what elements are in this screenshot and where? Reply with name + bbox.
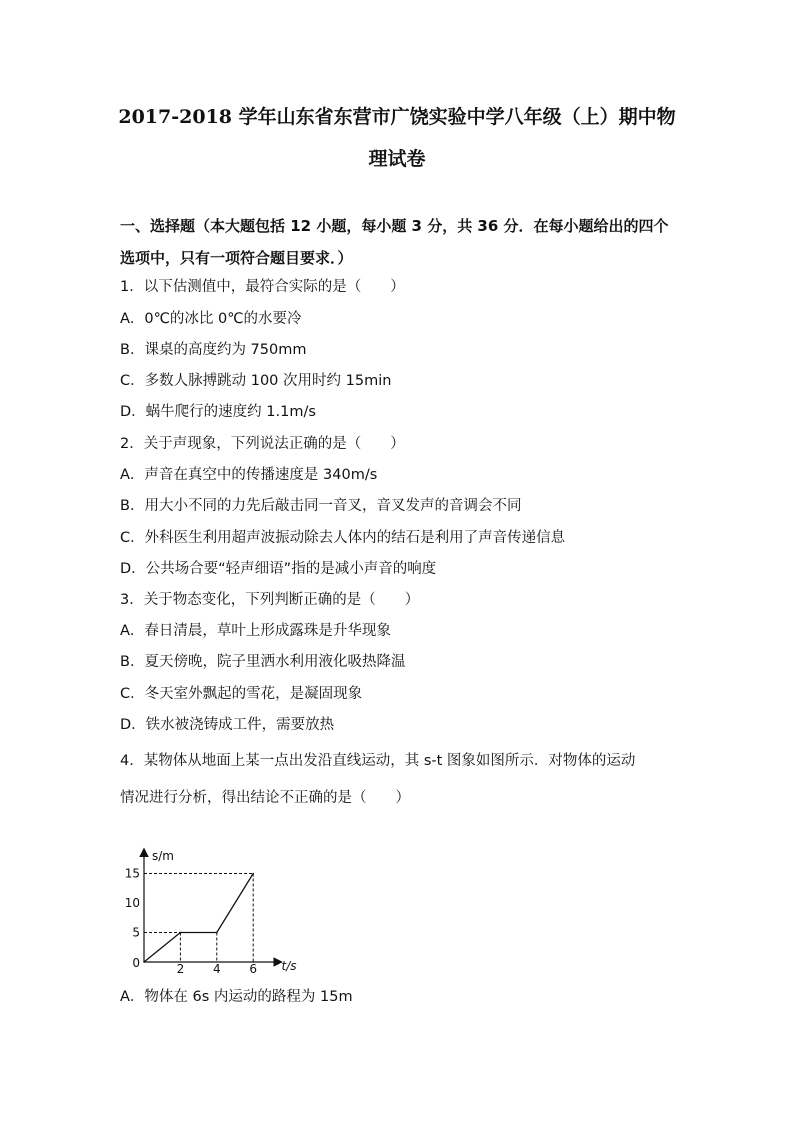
y-tick-label-0: 5 bbox=[132, 925, 140, 940]
question-2-option-b: B．用大小不同的力先后敲击同一音叉，音叉发声的音调会不同 bbox=[120, 498, 522, 514]
page-title-line-2: 理试卷 bbox=[368, 148, 426, 170]
question-4-stem-line-2: 情况进行分析，得出结论不正确的是（ ） bbox=[120, 790, 410, 806]
question-1-option-a: A．0℃的冰比 0℃的水要冷 bbox=[120, 311, 302, 327]
question-3-stem: 3．关于物态变化，下列判断正确的是（ ） bbox=[120, 592, 420, 608]
question-2-option-c: C．外科医生利用超声波振动除去人体内的结石是利用了声音传递信息 bbox=[120, 530, 566, 546]
x-tick-label-2: 6 bbox=[249, 962, 258, 976]
question-4-option-a: A．物体在 6s 内运动的路程为 15m bbox=[120, 989, 353, 1005]
data-point-0-2 bbox=[216, 932, 218, 934]
question-4-stem-line-1: 4．某物体从地面上某一点出发沿直线运动，其 s-t 图象如图所示．对物体的运动 bbox=[120, 753, 636, 769]
y-tick-label-2: 15 bbox=[124, 866, 140, 881]
data-point-0-1 bbox=[180, 932, 182, 934]
x-axis-label: t/s bbox=[281, 959, 297, 973]
origin-label: 0 bbox=[132, 956, 140, 970]
s-t-graph bbox=[124, 822, 298, 976]
data-point-0-3 bbox=[252, 873, 254, 875]
question-2-option-d: D．公共场合要“轻声细语”指的是减小声音的响度 bbox=[120, 561, 437, 577]
question-1-option-d: D．蜗牛爬行的速度约 1.1m/s bbox=[120, 404, 316, 420]
question-1-option-c: C．多数人脉搏跳动 100 次用时约 15min bbox=[120, 373, 392, 389]
question-2-option-a: A．声音在真空中的传播速度是 340m/s bbox=[120, 467, 378, 483]
question-1-option-b: B．课桌的高度约为 750mm bbox=[120, 342, 307, 358]
data-point-0-0 bbox=[143, 961, 145, 963]
x-tick-label-1: 4 bbox=[212, 962, 221, 976]
question-2-stem: 2．关于声现象，下列说法正确的是（ ） bbox=[120, 436, 405, 452]
x-tick-label-0: 2 bbox=[176, 962, 185, 976]
question-3-option-b: B．夏天傍晚，院子里洒水利用液化吸热降温 bbox=[120, 654, 406, 670]
section-heading: 一、选择题（本大题包括 12 小题，每小题 3 分，共 36 分．在每小题给出的四个选项中，只有一项符合题目要求．） bbox=[120, 217, 669, 267]
page-title-line-1: 2017-2018 学年山东省东营市广饶实验中学八年级（上）期中物 bbox=[118, 106, 676, 128]
y-tick-label-1: 10 bbox=[124, 896, 140, 910]
question-3-option-a: A．春日清晨，草叶上形成露珠是升华现象 bbox=[120, 623, 391, 639]
y-axis-label: s/m bbox=[152, 848, 174, 863]
series-line-0 bbox=[144, 874, 253, 963]
question-1-stem: 1．以下估测值中，最符合实际的是（ ） bbox=[120, 279, 405, 295]
question-3-option-c: C．冬天室外飘起的雪花，是凝固现象 bbox=[120, 686, 363, 702]
question-3-option-d: D．铁水被浇铸成工件，需要放热 bbox=[120, 717, 335, 733]
